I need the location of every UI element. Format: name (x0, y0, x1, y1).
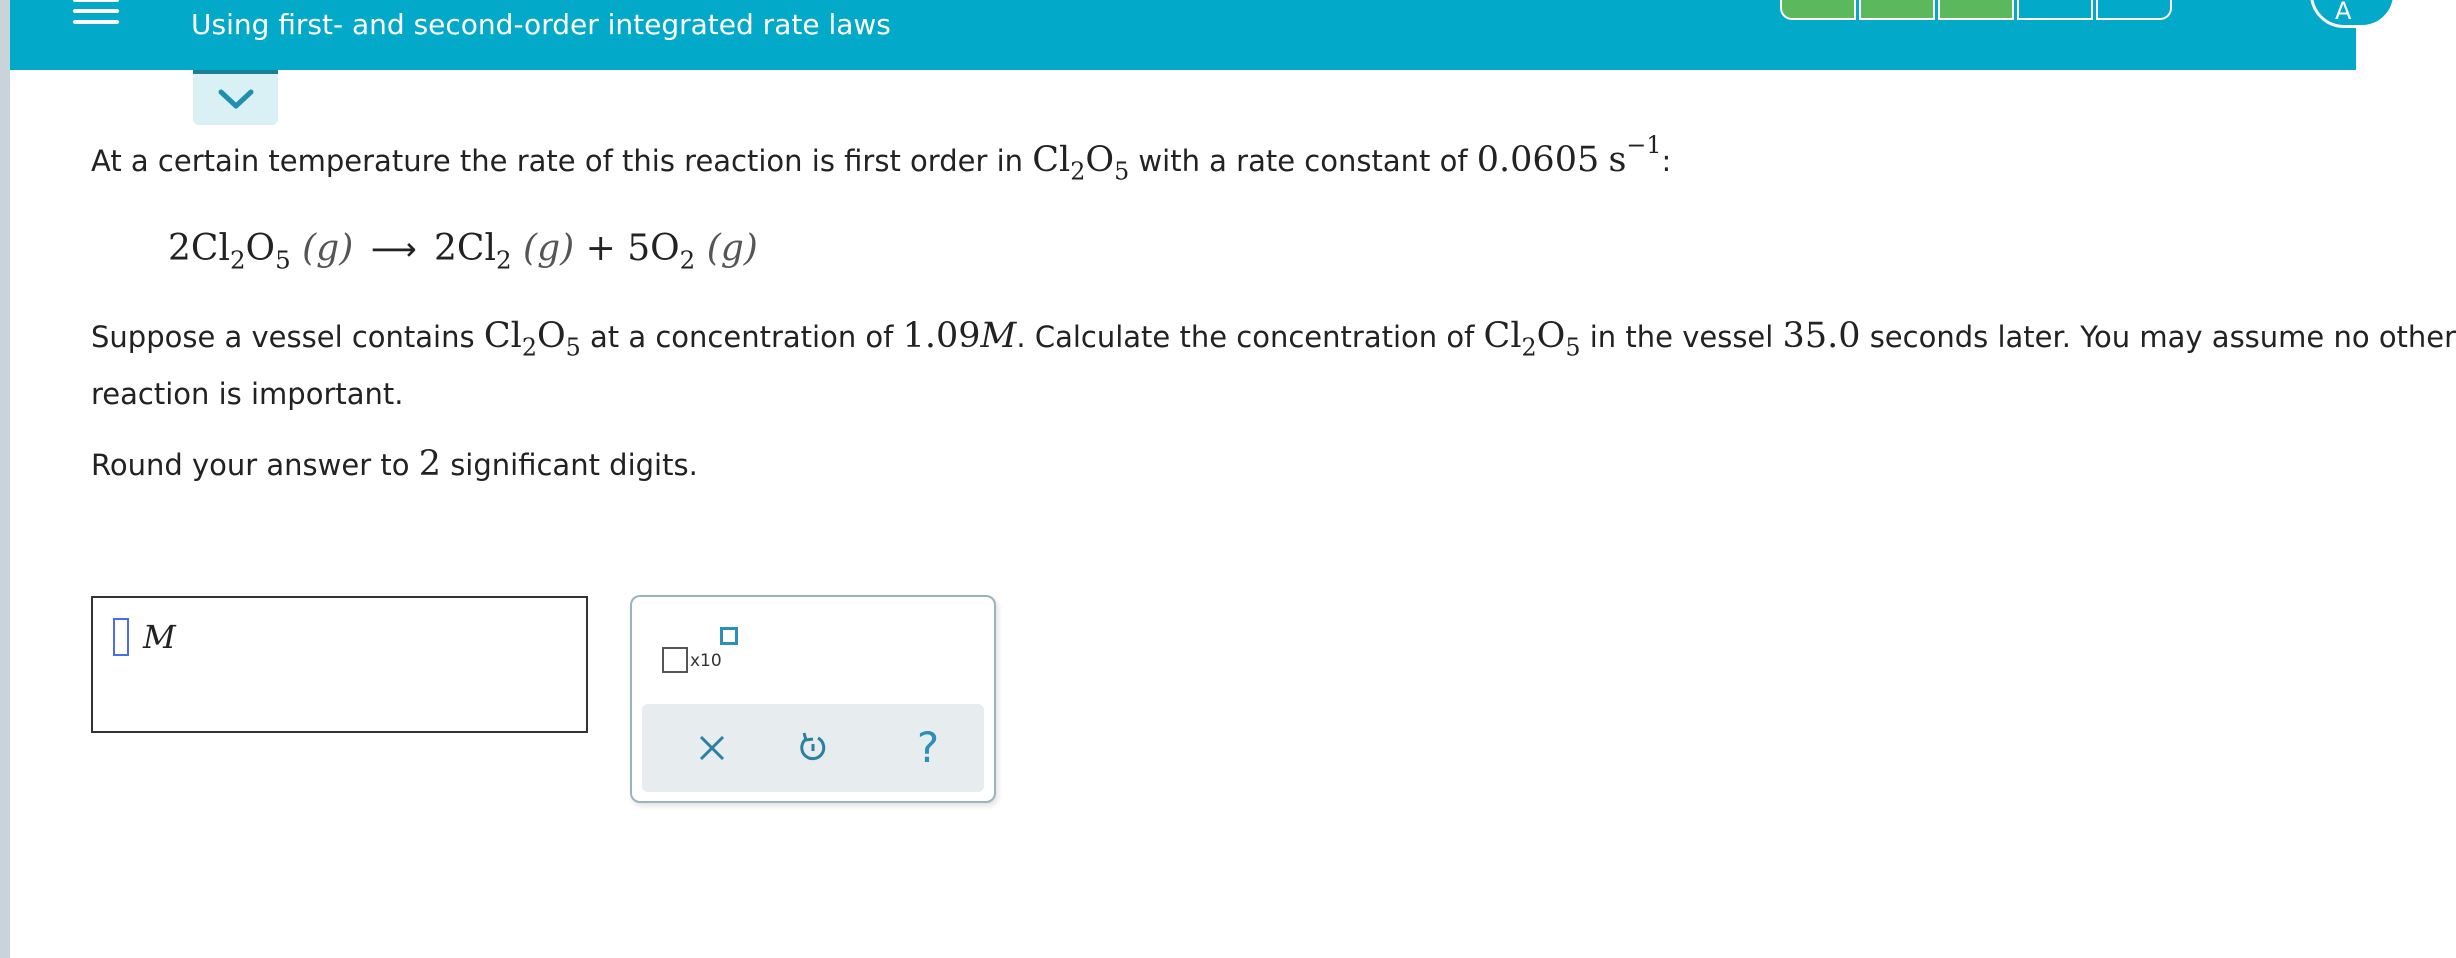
help-icon: ? (916, 723, 940, 772)
answer-input[interactable] (91, 596, 588, 733)
help-button[interactable] (904, 724, 952, 772)
progress-segment (1780, 0, 1856, 20)
chevron-down-icon (217, 86, 255, 112)
palette-actions (642, 704, 984, 792)
square-icon (662, 647, 688, 673)
topic-title: Using first- and second-order integrated rate laws (191, 8, 891, 41)
close-icon (697, 733, 727, 763)
undo-button[interactable] (789, 724, 837, 772)
exponent-square-icon (720, 627, 738, 645)
answer-unit: M (143, 618, 176, 656)
progress-bar (1780, 0, 2175, 20)
text: with a rate constant of (1129, 144, 1477, 178)
undo-icon (796, 731, 830, 765)
formula-cl2o5: $Cl_2O_5$ (1032, 140, 1130, 186)
progress-segment (1859, 0, 1935, 20)
progress-segment (2017, 0, 2093, 20)
rate-constant: 0.0605 (1476, 140, 1600, 180)
problem-statement-line2: Suppose a vessel contains $Cl_2O_5$ at a concentration of 1.09M. Calculate the concentration of $Cl_2O_5$ in the vessel 35.0 seconds later. You may assume no other (91, 316, 2456, 362)
progress-segment (2096, 0, 2172, 20)
math-palette (630, 595, 996, 803)
arrow-icon: ⟶ (370, 230, 417, 268)
rate-unit: $s^{-1}$ (1608, 131, 1662, 180)
left-rail (0, 0, 10, 958)
rounding-instruction: Round your answer to 2 significant digits. (91, 444, 698, 484)
progress-segment (1938, 0, 2014, 20)
elapsed-time: 35.0 (1782, 316, 1861, 356)
clear-button[interactable] (688, 724, 736, 772)
avatar-letter: A (2335, 0, 2352, 25)
scientific-notation-button[interactable] (662, 627, 732, 677)
top-bar (10, 0, 2356, 70)
sci-label: x10 (690, 651, 722, 671)
text: : (1661, 144, 1672, 178)
account-avatar[interactable] (2310, 0, 2396, 28)
problem-statement-line3: reaction is important. (91, 377, 404, 411)
problem-statement-line1 (91, 131, 1672, 186)
collapse-toggle[interactable] (193, 70, 278, 125)
initial-concentration: 1.09 (902, 316, 981, 356)
menu-icon[interactable] (73, 0, 119, 28)
reaction-equation: $2Cl_2O_5$ (g) ⟶ $2Cl_2$ $(g) + 5O_2$ (g) (168, 228, 758, 275)
answer-cursor-slot[interactable] (113, 618, 129, 656)
text: At a certain temperature the rate of this reaction is first order in (91, 144, 1033, 178)
